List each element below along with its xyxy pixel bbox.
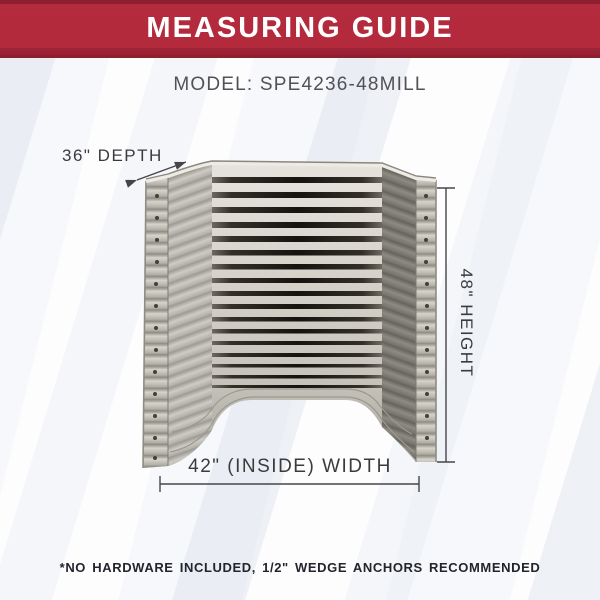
window-well-illustration (143, 161, 436, 468)
width-dimension-label: 42" (INSIDE) WIDTH (188, 456, 392, 477)
depth-dimension-label: 36" DEPTH (62, 146, 163, 165)
corrugated-front-panel (206, 163, 388, 434)
right-wall-shade (382, 166, 416, 460)
model-number: MODEL: SPE4236-48MILL (173, 74, 427, 95)
page-title: MEASURING GUIDE (146, 11, 454, 44)
hardware-footnote: *NO HARDWARE INCLUDED, 1/2" WEDGE ANCHORS RECOMMENDED (59, 560, 541, 575)
width-dimension-line (160, 476, 419, 492)
well-right-flange (416, 178, 436, 462)
well-left-flange (143, 177, 168, 468)
height-dimension-line (437, 188, 455, 462)
left-wall-sheen (168, 164, 212, 466)
height-dimension-label: 48" HEIGHT (457, 268, 476, 378)
